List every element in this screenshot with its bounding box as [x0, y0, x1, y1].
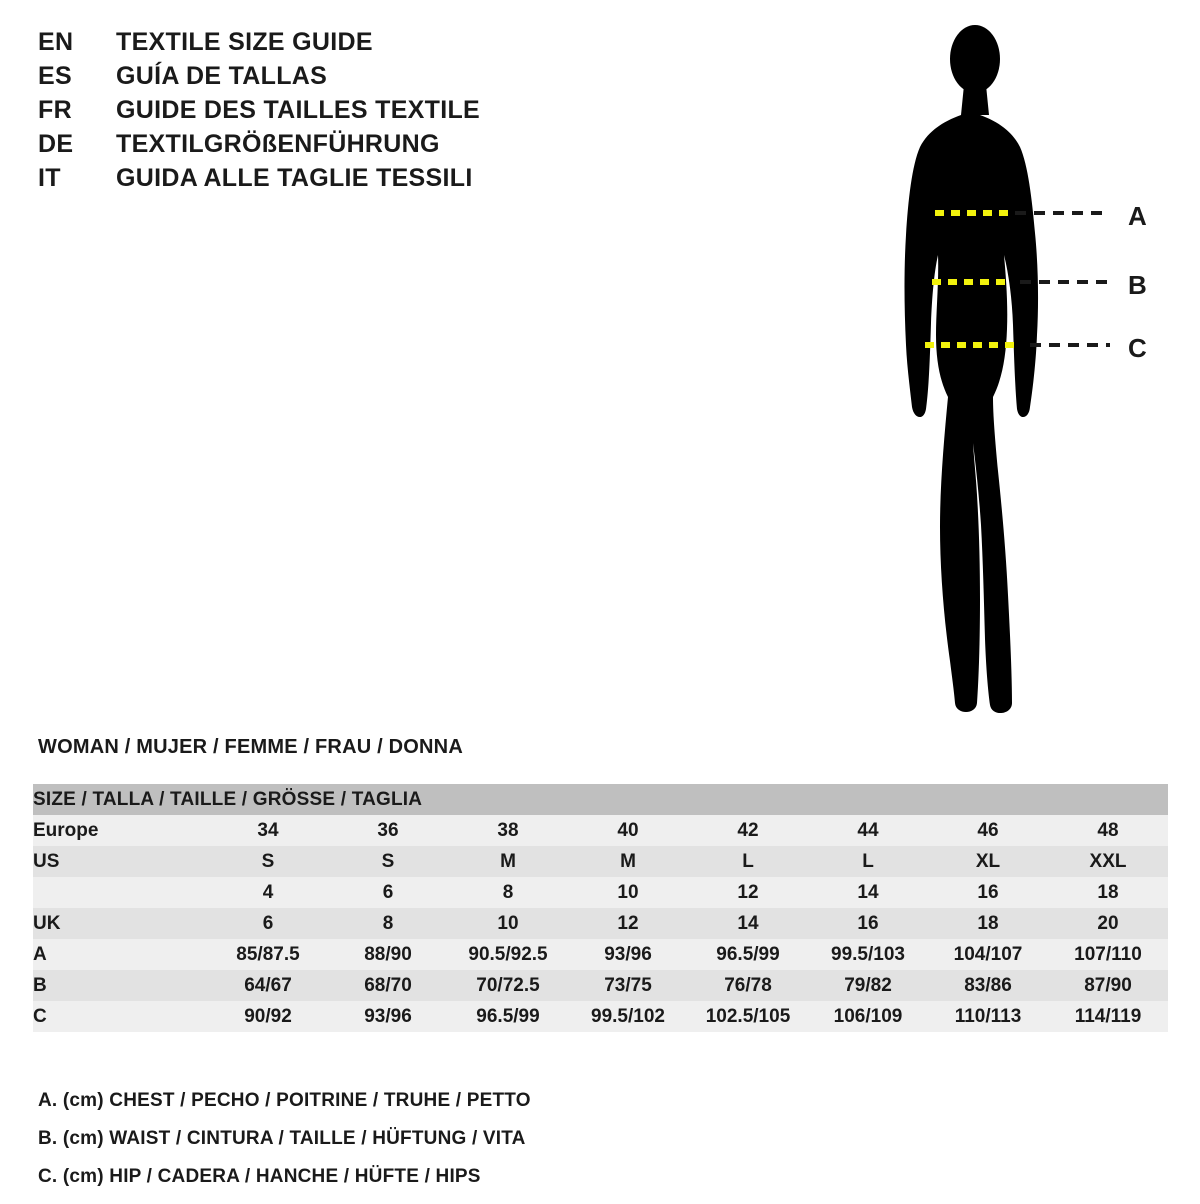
- table-cell: 20: [1097, 913, 1119, 934]
- title-text: TEXTILGRÖßENFÜHRUNG: [116, 130, 440, 158]
- table-cell: 99.5/103: [831, 944, 905, 965]
- table-cell: 16: [857, 913, 879, 934]
- row-label: A: [33, 944, 47, 965]
- table-cell: 110/113: [954, 1006, 1022, 1027]
- table-cell: 6: [382, 882, 394, 903]
- table-cell: 93/96: [364, 1006, 412, 1027]
- table-cell: 38: [497, 820, 519, 841]
- title-block: [38, 28, 658, 198]
- title-lang-code: ES: [38, 62, 72, 90]
- table-cell: 8: [382, 913, 394, 934]
- table-cell: 14: [857, 882, 879, 903]
- title-row: [38, 130, 658, 159]
- table-cell: 85/87.5: [236, 944, 300, 965]
- size-chart-table: [33, 784, 1168, 1032]
- measure-label-a: A: [1128, 201, 1147, 231]
- table-cell: 12: [737, 882, 759, 903]
- title-text: GUIDA ALLE TAGLIE TESSILI: [116, 164, 473, 192]
- title-text: TEXTILE SIZE GUIDE: [116, 28, 373, 56]
- footnote-hip: C. (cm) HIP / CADERA / HANCHE / HÜFTE / HIPS: [38, 1166, 481, 1187]
- table-cell: 4: [262, 882, 274, 903]
- table-cell: 42: [737, 820, 759, 841]
- table-cell: 12: [617, 913, 639, 934]
- table-cell: 14: [737, 913, 759, 934]
- title-lang-code: EN: [38, 28, 74, 56]
- table-cell: 106/109: [833, 1006, 903, 1027]
- table-cell: 34: [257, 820, 279, 841]
- female-silhouette-icon: [860, 15, 1190, 735]
- table-cell: M: [620, 851, 636, 872]
- row-label: US: [33, 851, 60, 872]
- table-cell: L: [742, 851, 754, 872]
- table-row: [33, 846, 1168, 877]
- footnotes: [38, 1090, 838, 1204]
- table-cell: 73/75: [604, 975, 652, 996]
- table-cell: 88/90: [364, 944, 412, 965]
- table-cell: S: [381, 851, 395, 872]
- table-cell: 18: [1097, 882, 1119, 903]
- table-cell: 79/82: [844, 975, 892, 996]
- row-label: [33, 877, 208, 908]
- table-cell: XL: [975, 851, 1001, 872]
- table-row: [33, 815, 1168, 846]
- table-cell: 10: [617, 882, 639, 903]
- title-lang-code: DE: [38, 130, 74, 158]
- table-cell: 107/110: [1074, 944, 1142, 965]
- table-row: [33, 939, 1168, 970]
- measure-label-b: B: [1128, 270, 1147, 300]
- title-row: [38, 28, 658, 57]
- table-cell: 104/107: [953, 944, 1023, 965]
- title-lang-code: FR: [38, 96, 72, 124]
- table-cell: 83/86: [964, 975, 1012, 996]
- table-cell: XXL: [1089, 851, 1127, 872]
- title-text: GUÍA DE TALLAS: [116, 62, 328, 90]
- table-row: [33, 1001, 1168, 1032]
- table-cell: 36: [377, 820, 399, 841]
- table-cell: 93/96: [604, 944, 652, 965]
- row-label: B: [33, 975, 47, 996]
- row-label: C: [33, 1006, 47, 1027]
- table-cell: 64/67: [244, 975, 292, 996]
- table-cell: 8: [502, 882, 514, 903]
- row-label: UK: [33, 913, 61, 934]
- title-text: GUIDE DES TAILLES TEXTILE: [116, 96, 481, 124]
- table-cell: 70/72.5: [476, 975, 540, 996]
- table-cell: 87/90: [1084, 975, 1132, 996]
- table-cell: 10: [497, 913, 519, 934]
- table-cell: 114/119: [1074, 1006, 1142, 1027]
- table-cell: L: [862, 851, 874, 872]
- table-row: [33, 908, 1168, 939]
- table-cell: 96.5/99: [716, 944, 780, 965]
- figure-block: [860, 15, 1190, 735]
- table-cell: 6: [262, 913, 274, 934]
- table-cell: 99.5/102: [591, 1006, 665, 1027]
- table-cell: S: [261, 851, 275, 872]
- row-label: Europe: [33, 820, 99, 841]
- table-cell: 18: [977, 913, 999, 934]
- measure-label-c: C: [1128, 333, 1147, 363]
- table-cell: 46: [977, 820, 999, 841]
- table-cell: 68/70: [364, 975, 412, 996]
- title-row: [38, 96, 658, 125]
- title-lang-code: IT: [38, 164, 61, 192]
- table-row: [33, 877, 1168, 908]
- table-row: [33, 970, 1168, 1001]
- table-cell: 76/78: [724, 975, 772, 996]
- footnote-chest: A. (cm) CHEST / PECHO / POITRINE / TRUHE / PETTO: [38, 1090, 531, 1111]
- table-cell: 40: [617, 820, 639, 841]
- table-cell: 96.5/99: [476, 1006, 540, 1027]
- footnote-waist: B. (cm) WAIST / CINTURA / TAILLE / HÜFTUNG / VITA: [38, 1128, 526, 1149]
- title-row: [38, 62, 658, 91]
- table-cell: 48: [1097, 820, 1119, 841]
- table-cell: 90/92: [244, 1006, 292, 1027]
- table-header-row: [33, 784, 1168, 815]
- section-title: WOMAN / MUJER / FEMME / FRAU / DONNA: [38, 736, 463, 758]
- table-cell: 16: [977, 882, 999, 903]
- table-cell: 44: [857, 820, 879, 841]
- title-row: [38, 164, 658, 193]
- table-cell: M: [500, 851, 516, 872]
- table-cell: 90.5/92.5: [468, 944, 548, 965]
- table-header-label: SIZE / TALLA / TAILLE / GRÖSSE / TAGLIA: [33, 784, 1168, 815]
- table-cell: 102.5/105: [705, 1006, 791, 1027]
